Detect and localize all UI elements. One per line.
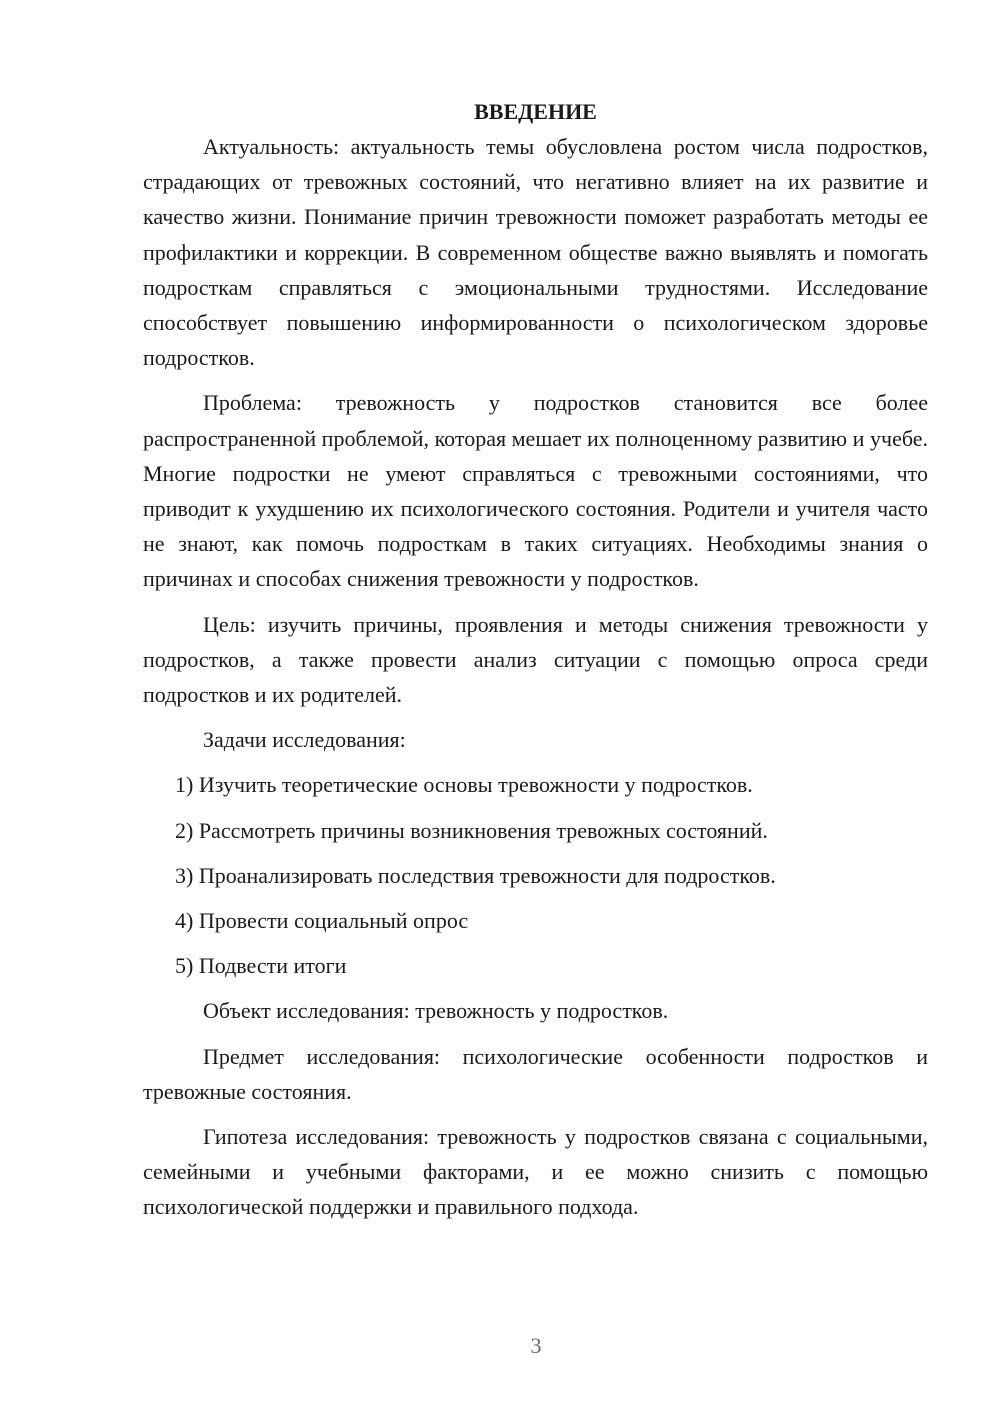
task-item-5: 5) Подвести итоги — [175, 953, 347, 979]
task-list — [143, 767, 928, 983]
page-number: 3 — [530, 1333, 542, 1358]
problem-paragraph: Проблема: тревожность у подростков становится все более распространенной проблемой, которая мешает их полноценному развитию и учебе. Многие подростки не умеют справляться с тревожными состояниями, что приводит к ухудшению их психологического состояния. Родители и учителя часто не знают, как помочь подросткам в таких ситуациях. Необходимы знания о причинах и способах снижения тревожности у подростков. — [143, 390, 928, 592]
task-item-2: 2) Рассмотреть причины возникновения тревожных состояний. — [175, 817, 768, 843]
object-paragraph: Объект исследования: тревожность у подростков. — [203, 998, 669, 1024]
page-content — [143, 94, 928, 1225]
subject-paragraph: Предмет исследования: психологические особенности подростков и тревожные состояния. — [143, 1043, 928, 1104]
section-title: ВВЕДЕНИЕ — [474, 99, 597, 124]
tasks-heading: Задачи исследования: — [203, 727, 406, 753]
task-item-1: 1) Изучить теоретические основы тревожности у подростков. — [175, 772, 753, 798]
goal-paragraph: Цель: изучить причины, проявления и методы снижения тревожности у подростков, а также провести анализ ситуации с помощью опроса среди подростков и их родителей. — [143, 611, 928, 708]
hypothesis-paragraph: Гипотеза исследования: тревожность у подростков связана с социальными, семейными и учебными факторами, и ее можно снизить с помощью психологической поддержки и правильного подхода. — [143, 1124, 928, 1220]
relevance-paragraph: Актуальность: актуальность темы обусловлена ростом числа подростков, страдающих от тревожных состояний, что негативно влияет на их развитие и качество жизни. Понимание причин тревожности поможет разработать методы ее профилактики и коррекции. В современном обществе важно выявлять и помогать подросткам справляться с эмоциональными трудностями. Исследование способствует повышению информированности о психологическом здоровье подростков. — [143, 134, 928, 371]
task-item-3: 3) Проанализировать последствия тревожности для подростков. — [175, 862, 776, 888]
task-item-4: 4) Провести социальный опрос — [175, 908, 469, 934]
